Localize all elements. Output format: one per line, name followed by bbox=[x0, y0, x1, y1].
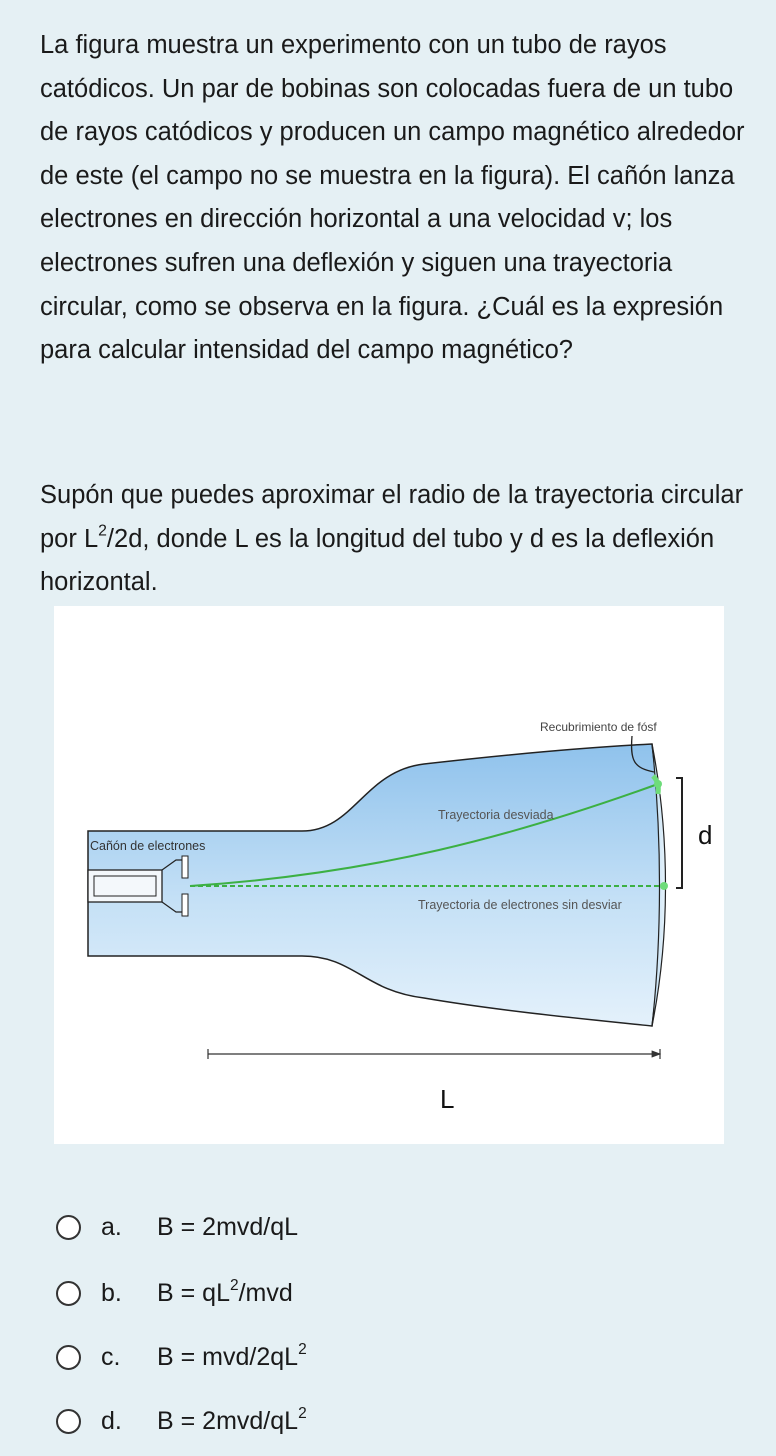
label-phosphor: Recubrimiento de fósf bbox=[540, 720, 657, 734]
option-letter: a. bbox=[101, 1212, 122, 1241]
option-formula bbox=[157, 1340, 307, 1372]
radio-icon[interactable] bbox=[56, 1281, 81, 1306]
formula-text: B = 2mvd/qL bbox=[157, 1212, 299, 1241]
option-b[interactable] bbox=[56, 1268, 656, 1318]
crt-diagram bbox=[54, 606, 724, 1144]
option-d[interactable] bbox=[56, 1396, 656, 1446]
question-paragraph: La figura muestra un experimento con un tubo de rayos catódicos. Un par de bobinas son colocadas fuera de un tubo de rayos catódicos y producen un campo magnético alrededor de este (el campo no se muestra en la figura). El cañón lanza electrones en dirección horizontal a una velocidad v; los electrones sufren una deflexión y siguen una trayectoria circular, como se observa en la figura. ¿Cuál es la expresión para calcular intensidad del campo magnético? bbox=[40, 31, 745, 365]
impact-point-undeflected bbox=[660, 882, 668, 890]
hint-text-before: Supón que puedes aproximar el radio de la trayectoria circular por L bbox=[40, 481, 744, 553]
formula-text: B = mvd/2qL bbox=[157, 1342, 299, 1371]
formula-exponent: 2 bbox=[298, 1404, 307, 1422]
deflection-bracket bbox=[676, 778, 682, 888]
crt-figure bbox=[54, 606, 724, 1144]
radio-icon[interactable] bbox=[56, 1215, 81, 1240]
radio-icon[interactable] bbox=[56, 1345, 81, 1370]
option-formula bbox=[157, 1276, 293, 1308]
label-gun: Cañón de electrones bbox=[90, 839, 206, 853]
label-deflected: Trayectoria desviada bbox=[438, 808, 554, 822]
option-letter: d. bbox=[101, 1406, 122, 1435]
option-formula bbox=[157, 1404, 307, 1436]
formula-exponent: 2 bbox=[229, 1276, 239, 1294]
hint-exponent: 2 bbox=[98, 522, 107, 540]
label-undeflected: Trayectoria de electrones sin desviar bbox=[418, 898, 622, 912]
label-d: d bbox=[698, 820, 713, 850]
option-c[interactable] bbox=[56, 1332, 656, 1382]
option-letter: b. bbox=[101, 1278, 122, 1307]
label-L: L bbox=[440, 1084, 455, 1114]
formula-text: B = qL bbox=[157, 1278, 230, 1307]
radio-icon[interactable] bbox=[56, 1409, 81, 1434]
formula-exponent: 2 bbox=[298, 1340, 307, 1358]
hint-paragraph bbox=[40, 474, 746, 605]
hint-text-after: /2d, donde L es la longitud del tubo y d es la deflexión horizontal. bbox=[40, 524, 715, 597]
option-letter: c. bbox=[101, 1342, 121, 1371]
impact-point-deflected bbox=[654, 780, 662, 788]
formula-text: B = 2mvd/qL bbox=[157, 1406, 299, 1435]
option-formula bbox=[157, 1213, 298, 1242]
option-a[interactable] bbox=[56, 1202, 656, 1252]
formula-text-after: /mvd bbox=[238, 1278, 293, 1307]
